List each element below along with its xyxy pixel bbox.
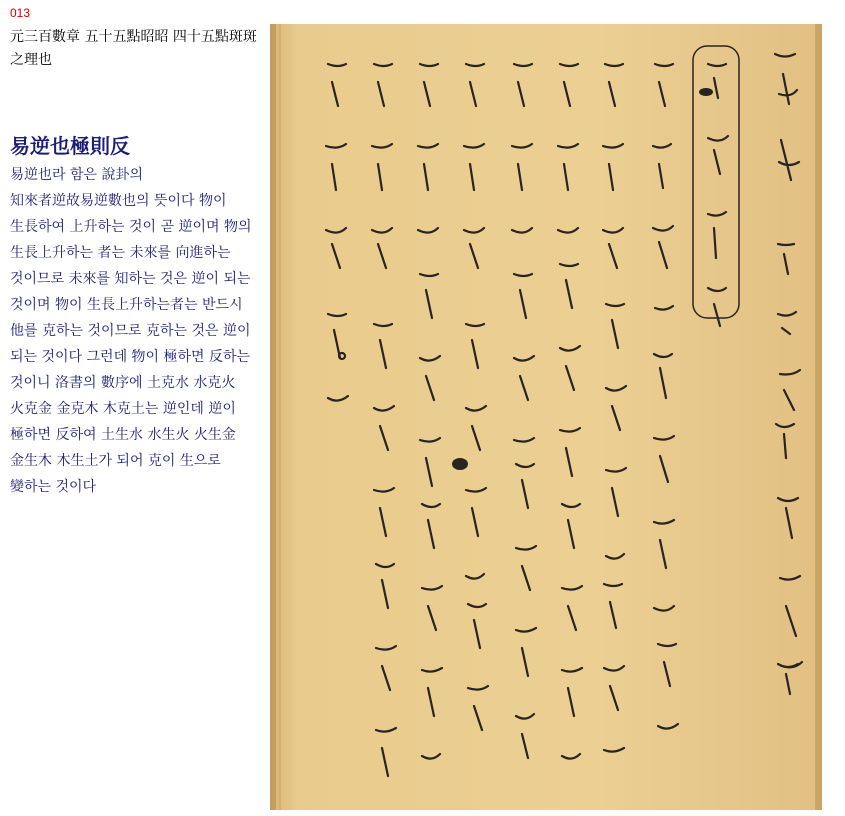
chapter-header: 元三百數章 五十五點昭昭 四十五點斑斑之理也	[10, 29, 257, 68]
section-title: 易逆也極則反	[10, 134, 130, 158]
manuscript-image	[270, 24, 845, 810]
page-number: 013	[10, 6, 31, 20]
commentary-text: 易逆也라 함은 說卦의 知來者逆故易逆數也의 뜻이다 物이 生長하여 上升하는 것이 곧 逆이며 物의 生長上升하는 者는 未來를 向進하는 것이므로 未來를 知하는 것은 逆이 되는 것이며 物이 生長上升하는者는 반드시 他를 克하는 것이므로 克하는 것은 逆이 되는 것이다 그런데 物이 極하면 反하는 것이니 洛書의 數序에 土克水 水克火 火克金 金克木 木克土는 逆인데 逆이 極하면 反하여 土生水 水生火 火生金 金生木 木生土가 되어 克이 生으로 變하는 것이다	[10, 167, 252, 495]
